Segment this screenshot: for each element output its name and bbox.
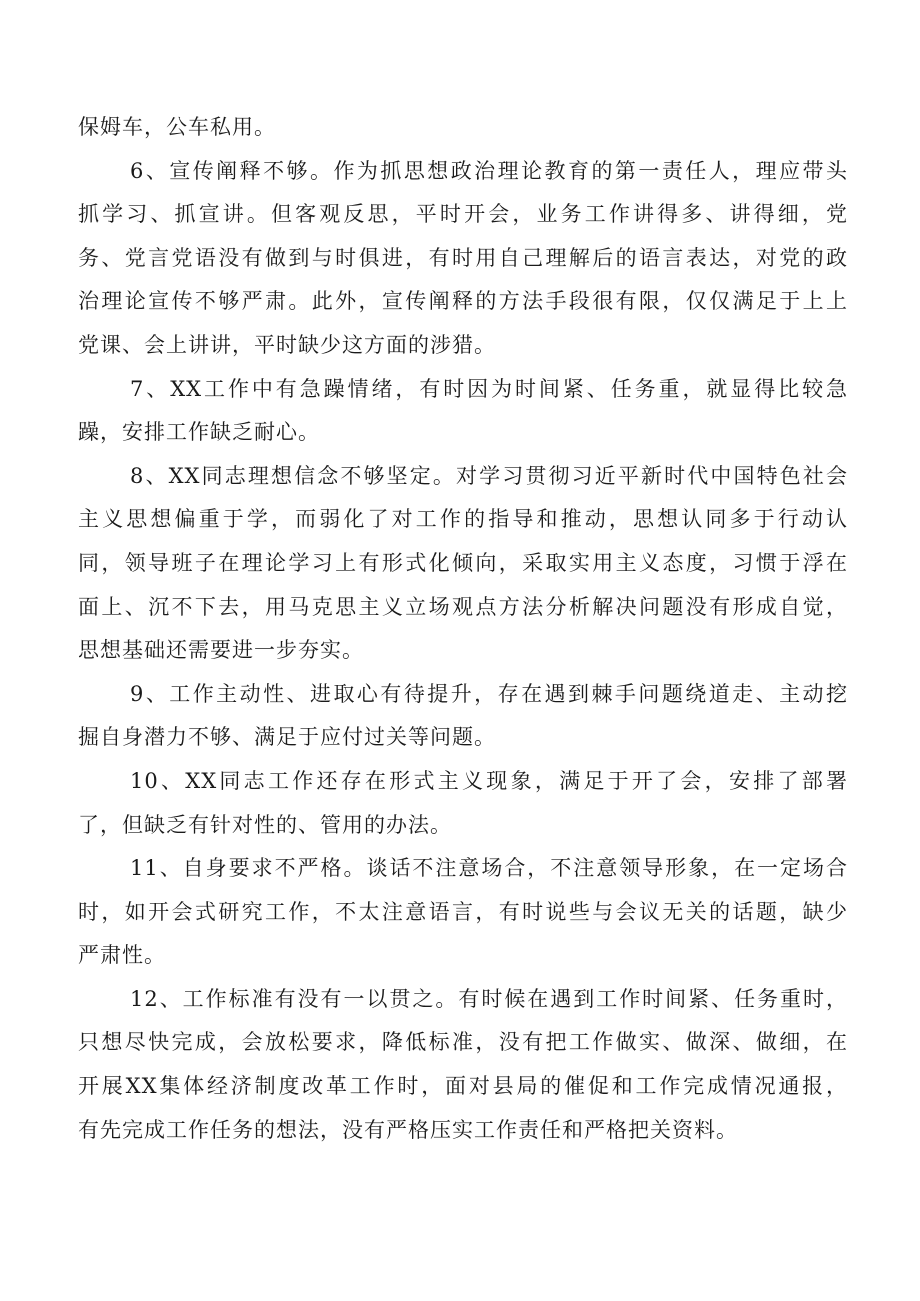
text-line: 务、党言党语没有做到与时俱进，有时用自己理解后的语言表达，对党的政 [78,245,848,270]
text-line: 8、XX同志理想信念不够坚定。对学习贯彻习近平新时代中国特色社会 [130,463,848,488]
text-line: 主义思想偏重于学，而弱化了对工作的指导和推动，思想认同多于行动认 [78,507,848,532]
text-line: 了，但缺乏有针对性的、管用的办法。 [78,812,452,837]
text-line: 掘自身潜力不够、满足于应付过关等问题。 [78,725,496,750]
text-line: 思想基础还需要进一步夯实。 [78,638,364,663]
text-line: 有先完成工作任务的想法，没有严格压实工作责任和严格把关资料。 [78,1117,738,1142]
text-line: 躁，安排工作缺乏耐心。 [78,420,320,445]
text-line: 时，如开会式研究工作，不太注意语言，有时说些与会议无关的话题，缺少 [78,899,848,924]
text-line: 同，领导班子在理论学习上有形式化倾向，采取实用主义态度，习惯于浮在 [78,550,848,575]
text-line: 只想尽快完成，会放松要求，降低标准，没有把工作做实、做深、做细，在 [78,1030,848,1055]
text-line: 9、工作主动性、进取心有待提升，存在遇到棘手问题绕道走、主动挖 [130,681,848,706]
text-line: 10、XX同志工作还存在形式主义现象，满足于开了会，安排了部署 [130,768,848,793]
text-line: 面上、沉不下去，用马克思主义立场观点方法分析解决问题没有形成自觉， [78,594,848,619]
text-line: 开展XX集体经济制度改革工作时，面对县局的催促和工作完成情况通报， [78,1074,848,1099]
text-line: 治理论宣传不够严肃。此外，宣传阐释的方法手段很有限，仅仅满足于上上 [78,289,848,314]
text-line: 7、XX工作中有急躁情绪，有时因为时间紧、任务重，就显得比较急 [130,376,848,401]
text-line: 党课、会上讲讲，平时缺少这方面的涉猎。 [78,332,496,357]
document-body [78,106,848,1152]
text-line: 抓学习、抓宣讲。但客观反思，平时开会，业务工作讲得多、讲得细，党 [78,202,848,227]
text-line: 严肃性。 [78,943,166,968]
text-line: 6、宣传阐释不够。作为抓思想政治理论教育的第一责任人，理应带头 [130,158,848,183]
text-line: 保姆车，公车私用。 [78,115,276,139]
text-line: 12、工作标准有没有一以贯之。有时候在遇到工作时间紧、任务重时， [130,986,848,1011]
text-line: 11、自身要求不严格。谈话不注意场合，不注意领导形象，在一定场合 [130,856,848,881]
